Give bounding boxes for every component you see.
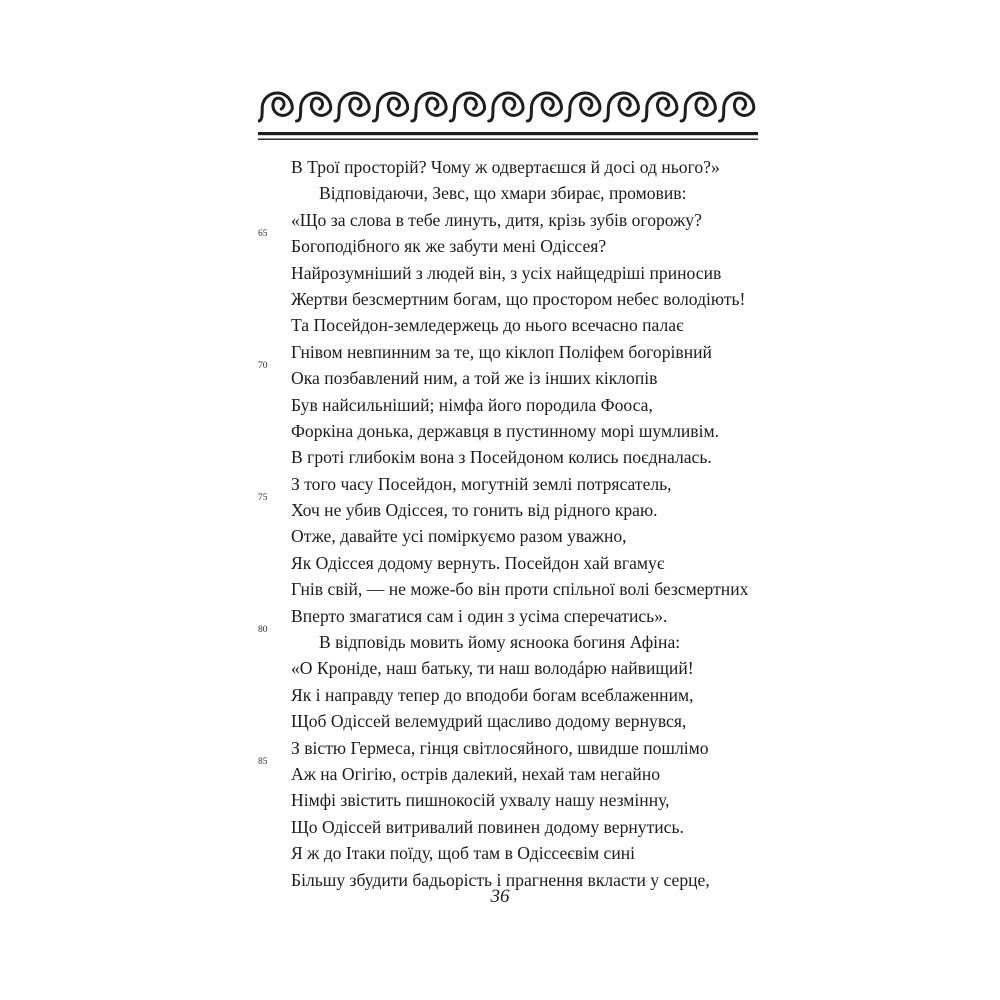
verse-line xyxy=(291,787,761,813)
page-number: 36 xyxy=(490,886,510,907)
verse-text: Більшу збудити бадьорість і прагнення вкласти у серце, xyxy=(291,869,710,890)
verse-text: З вістю Гермеса, гінця світлосяйного, швидше пошлімо xyxy=(291,737,709,758)
verse-line xyxy=(291,523,761,549)
verse-text: В Трої просторій? Чому ж одвертаєшся й досі од нього?» xyxy=(291,157,720,177)
verse-text: Хоч не убив Одіссея, то гонить від рідного краю. xyxy=(291,500,658,521)
wave-scroll xyxy=(681,93,715,121)
line-number: 65 xyxy=(258,229,268,240)
line-number: 85 xyxy=(258,756,268,767)
verse-text: В відповідь мовить йому ясноока богиня Афіна: xyxy=(319,632,681,653)
verse-line xyxy=(291,339,761,365)
verse-text: Жертви безсмертним богам, що простором небес володіють! xyxy=(291,288,746,309)
verse-line xyxy=(291,682,761,708)
wave-scroll xyxy=(566,93,600,121)
verse-line xyxy=(291,840,761,866)
verse-line xyxy=(291,260,761,286)
verse-text: Був найсильніший; німфа його породила Фооса, xyxy=(291,394,653,415)
wave-scroll xyxy=(527,93,561,121)
wave-scroll xyxy=(335,93,369,121)
verse-text: Як і направду тепер до вподоби богам всеблаженним, xyxy=(291,684,694,705)
verse-line xyxy=(291,576,761,602)
verse-text: Як Одіссея додому вернуть. Посейдон хай вгамує xyxy=(291,552,665,573)
verse-text: Найрозумніший з людей він, з усіх найщедріші приносив xyxy=(291,262,722,283)
verse-text: Відповідаючи, Зевс, що хмари збирає, промовив: xyxy=(319,183,687,204)
verse-line xyxy=(291,207,761,233)
verse-text: Що Одіссей витривалий повинен додому вернутись. xyxy=(291,816,684,837)
line-number: 70 xyxy=(258,361,268,372)
verse-text: Отже, давайте усі поміркуємо разом уважно, xyxy=(291,526,627,547)
verse-line xyxy=(291,471,761,497)
line-number: 80 xyxy=(258,625,268,636)
verse-line xyxy=(291,655,761,681)
verse-line xyxy=(291,312,761,338)
verse-line xyxy=(291,286,761,312)
verse-line xyxy=(291,735,761,761)
verse-line xyxy=(258,493,761,523)
verse-text: Та Посейдон-земледержець до нього всечасно палає xyxy=(291,315,684,336)
poem-text xyxy=(258,154,761,893)
wave-scroll xyxy=(604,93,638,121)
verse-line xyxy=(291,180,761,206)
wave-scroll xyxy=(373,93,407,121)
verse-line xyxy=(291,603,761,629)
wave-scroll xyxy=(450,93,484,121)
wave-scroll xyxy=(720,93,754,121)
verse-text: Гнівом невпинним за те, що кіклоп Поліфем богорівний xyxy=(291,341,712,362)
greek-wave-ornament xyxy=(258,82,758,144)
verse-line xyxy=(291,550,761,576)
verse-line xyxy=(291,444,761,470)
wave-scroll xyxy=(258,93,292,121)
verse-text: Щоб Одіссей велемудрий щасливо додому вернувся, xyxy=(291,711,687,732)
verse-text: В гроті глибокім вона з Посейдоном колись поєдналась. xyxy=(291,447,712,468)
wave-scroll xyxy=(489,93,523,121)
verse-text: Німфі звістить пишнокосій ухвалу нашу незмінну, xyxy=(291,790,670,811)
verse-line xyxy=(258,229,761,259)
verse-text: Я ж до Ітаки поїду, щоб там в Одіссеєвім сині xyxy=(291,843,636,864)
wave-scroll xyxy=(412,93,446,121)
verse-line xyxy=(258,756,761,787)
verse-text: Ока позбавлений ним, а той же із інших кіклопів xyxy=(291,368,658,389)
line-number: 75 xyxy=(258,493,268,504)
verse-text: Богоподібного як же забути мені Одіссея? xyxy=(291,236,607,257)
verse-line xyxy=(291,392,761,418)
ornament-rule xyxy=(258,132,758,135)
verse-text: Вперто змагатися сам і один з усіма сперечатись». xyxy=(291,605,668,626)
verse-text: «Що за слова в тебе линуть, дитя, крізь зубів огорожу? xyxy=(291,209,702,230)
verse-line xyxy=(291,418,761,444)
verse-text: Гнів свій, — не може-бо він проти спільної волі безсмертних xyxy=(291,579,749,600)
wave-scroll xyxy=(643,93,677,121)
verse-text: Форкіна донька, державця в пустинному морі шумливім. xyxy=(291,420,719,441)
verse-line xyxy=(258,361,761,391)
verse-line xyxy=(291,154,761,180)
verse-text: Аж на Огігію, острів далекий, нехай там негайно xyxy=(291,763,661,784)
verse-line xyxy=(291,708,761,734)
wave-scroll xyxy=(296,93,330,121)
verse-text: «О Кроніде, наш батьку, ти наш володáрю найвищий! xyxy=(291,658,694,679)
ornament-thin-rule xyxy=(258,139,758,140)
verse-line xyxy=(291,814,761,840)
verse-line xyxy=(258,625,761,655)
verse-text: З того часу Посейдон, могутній землі потрясатель, xyxy=(291,473,672,494)
